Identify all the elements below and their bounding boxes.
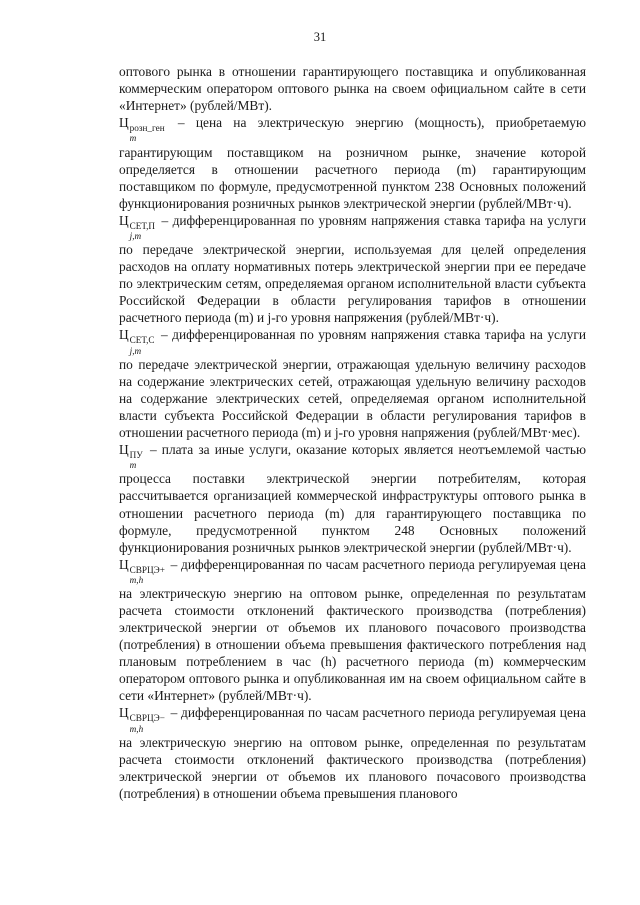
symbol-base: Ц [119,115,129,131]
paragraph-continuation [119,63,586,114]
symbol-subscript: m,h [129,723,144,734]
symbol-superscript: розн_ген [129,123,165,134]
formula-symbol [119,705,167,734]
symbol-base: Ц [119,212,129,228]
paragraph-text: оптового рынка в отношении гарантирующего поставщика и опубликованная коммерческим оператором оптового рынка на своем официальном сайте в сети «Интернет» (рублей/МВт). [119,64,586,114]
symbol-superscript: СЕТ,С [129,335,155,346]
formula-symbol [119,115,167,144]
formula-symbol [119,327,157,356]
symbol-subscript: m,h [129,574,144,585]
paragraph-text: – цена на электрическую энергию (мощность), приобретаемую гарантирующим поставщиком на розничном рынке, значение которой определяется в отношении расчетного периода (m) гарантирующим поставщиком по формуле, предусмотренной пунктом 238 Основных положений функционирования розничных рынков электрической энергии (рублей/МВт·ч). [119,115,586,211]
formula-symbol [119,556,167,585]
paragraph-text: – дифференцированная по уровням напряжения ставка тарифа на услуги по передаче электрической энергии, отражающая удельную величину расходов на содержание электрических сетей, отражающая удельную величину расходов на содержание электрических сетей, определяемая органом исполнительной власти субъекта Российской Федерации в области регулирования тарифов в отношении расчетного периода (m) и j-го уровня напряжения (рублей/МВт·мес). [119,327,586,440]
paragraph-text: – дифференцированная по часам расчетного периода регулируемая цена на электрическую энергию на оптовом рынке, определенная по результатам расчета стоимости отклонений фактического производства (потребления) электрической энергии от объемов их планового почасового производства (потребления) в отношении объема превышения планового [119,705,586,801]
paragraph-definition-other-services-fee [119,441,586,556]
symbol-subscript: m [129,460,137,471]
symbol-superscript: СВРЦЭ− [129,713,165,724]
paragraph-definition-svrce-plus [119,556,586,705]
paragraph-text: – дифференцированная по уровням напряжения ставка тарифа на услуги по передаче электрической энергии, используемая для целей определения расходов на оплату нормативных потерь электрической энергии при ее передаче по электрическим сетям, определяемая органом исполнительной власти субъекта Российской Федерации в области регулирования тарифов в отношении расчетного периода (m) и j-го уровня напряжения (рублей/МВт·ч). [119,212,586,326]
symbol-base: Ц [119,327,129,343]
symbol-base: Ц [119,556,129,572]
symbol-subscript: m [129,133,137,144]
formula-symbol [119,212,157,241]
symbol-base: Ц [119,442,129,458]
symbol-subscript: j,m [129,345,142,356]
symbol-base: Ц [119,705,129,721]
paragraph-definition-tariff-maintenance [119,326,586,441]
symbol-superscript: СВРЦЭ+ [129,564,165,575]
paragraph-text: – дифференцированная по часам расчетного периода регулируемая цена на электрическую энергию на оптовом рынке, определенная по результатам расчета стоимости отклонений фактического производства (потребления) электрической энергии от объемов их планового почасового производства (потребления) в отношении объема превышения фактического потребления над плановым потреблением в час (h) расчетного периода (m) коммерческим оператором оптового рынка и опубликованная им на своем официальном сайте в сети «Интернет» (рублей/МВт·ч). [119,556,586,704]
formula-symbol [119,442,145,471]
paragraph-text: – плата за иные услуги, оказание которых является неотъемлемой частью процесса поставки электрической энергии потребителям, которая рассчитывается организацией коммерческой инфраструктуры оптового рынка в отношении расчетного периода (m) для гарантирующего поставщика по формуле, предусмотренной пунктом 248 Основных положений функционирования розничных рынков электрической энергии (рублей/МВт·ч). [119,442,586,555]
paragraph-definition-retail-gen-price [119,114,586,212]
paragraph-definition-tariff-losses [119,212,586,327]
paragraph-definition-svrce-minus [119,704,586,802]
symbol-superscript: ПУ [129,450,143,461]
symbol-subscript: j,m [129,230,142,241]
document-body [119,63,586,802]
symbol-superscript: СЕТ,П [129,220,156,231]
page-number: 31 [313,30,327,44]
